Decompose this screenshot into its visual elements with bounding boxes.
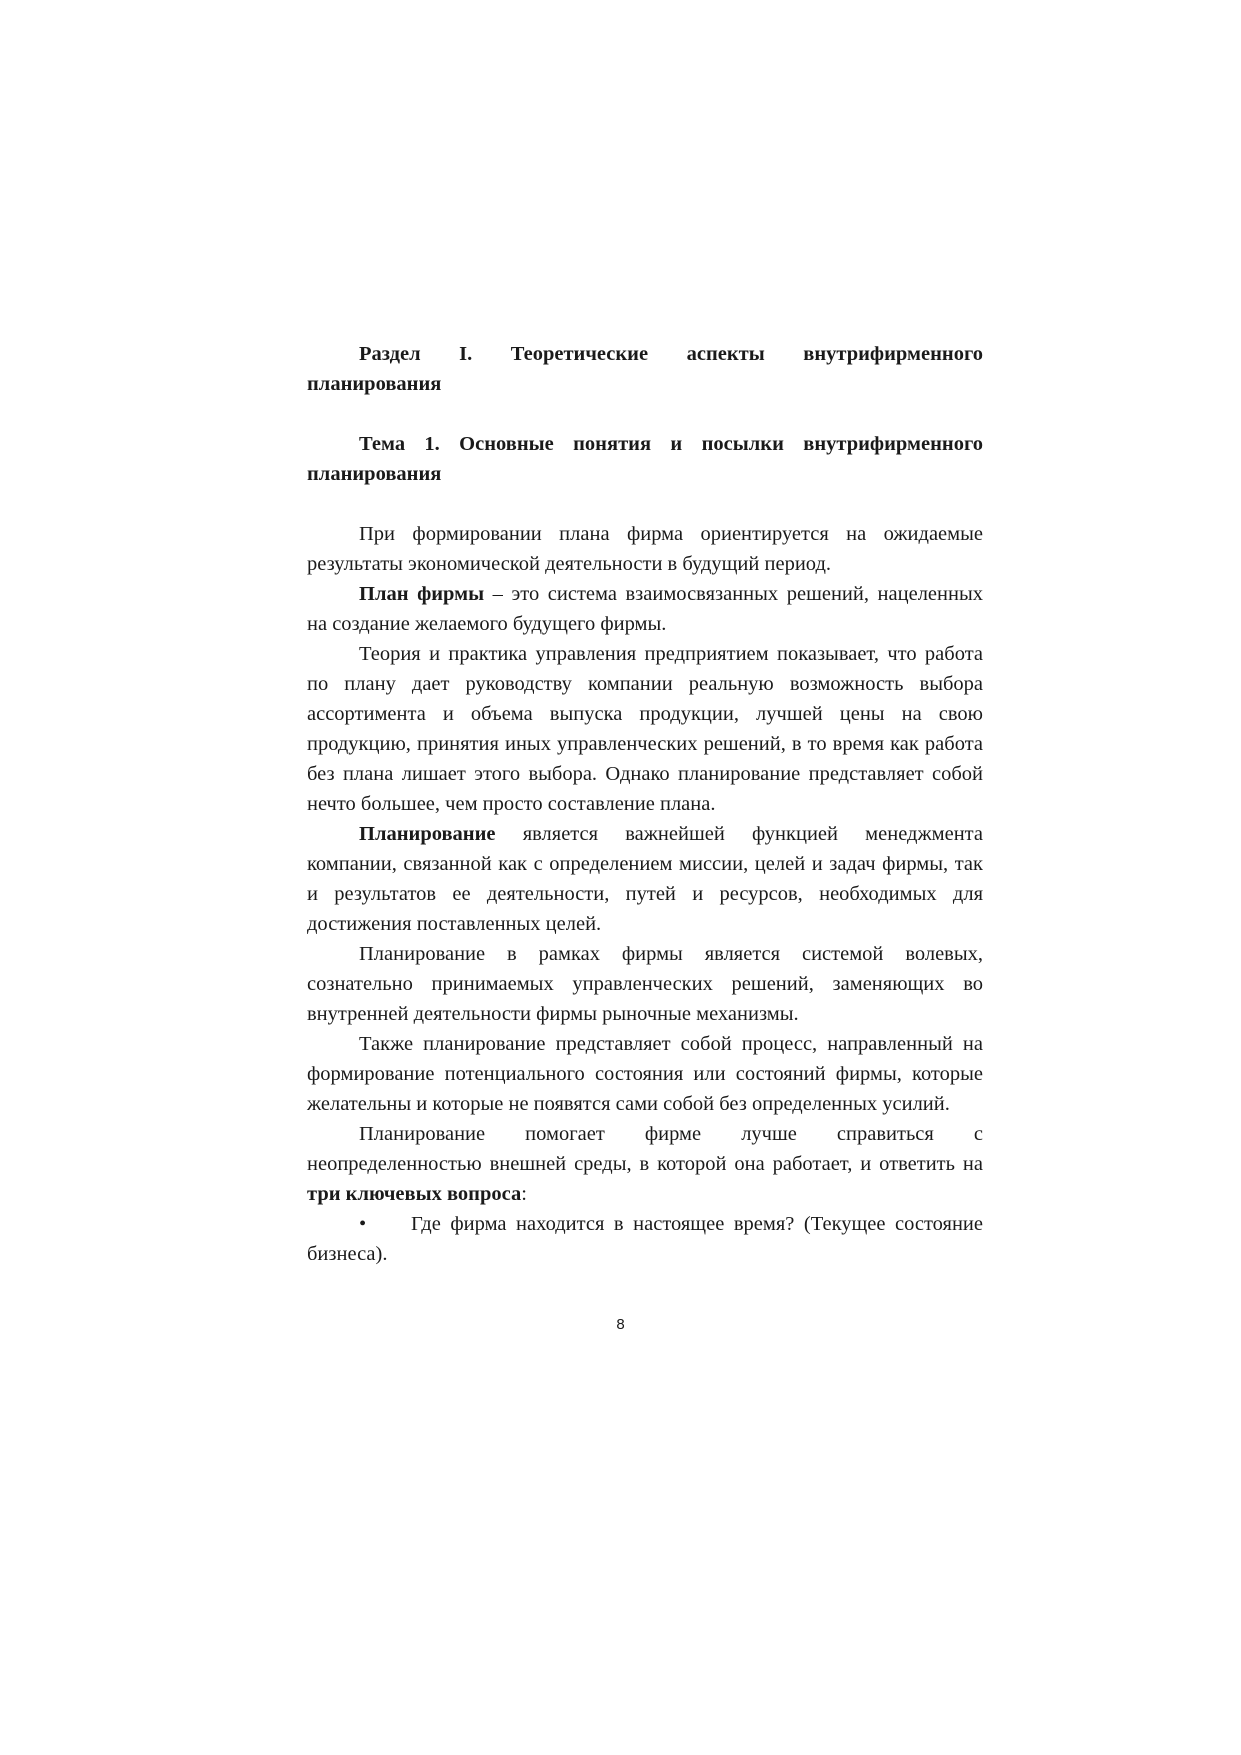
topic-heading: Тема 1. Основные понятия и посылки внутрифирменного планирования: [307, 433, 983, 485]
paragraph-1: При формировании плана фирма ориентируется на ожидаемые результаты экономической деятельности в будущий период.: [307, 523, 983, 575]
paragraph-2-text: – это система взаимосвязанных решений, нацеленных на создание желаемого будущего фирмы.: [307, 583, 983, 635]
bullet-item: [307, 1209, 983, 1269]
paragraph-7-end: :: [521, 1183, 527, 1205]
section-heading: Раздел I. Теоретические аспекты внутрифирменного планирования: [307, 343, 983, 395]
paragraph-7: [307, 1119, 983, 1209]
term-plan-firmy: План фирмы: [359, 583, 485, 605]
paragraph-4: [307, 819, 983, 939]
bullet-text: Где фирма находится в настоящее время? (Текущее состояние бизнеса).: [307, 1213, 983, 1265]
paragraph-4-text: является важнейшей функцией менеджмента компании, связанной как с определением миссии, целей и задач фирмы, так и результатов ее деятельности, путей и ресурсов, необходимых для достижения поставленных целей.: [307, 823, 983, 935]
paragraph-3: Теория и практика управления предприятием показывает, что работа по плану дает руководству компании реальную возможность выбора ассортимента и объема выпуска продукции, лучшей цены на свою продукцию, принятия иных управленческих решений, в то время как работа без плана лишает этого выбора. Однако планирование представляет собой нечто большее, чем просто составление плана.: [307, 643, 983, 815]
term-key-questions: три ключевых вопроса: [307, 1183, 522, 1205]
paragraph-5: Планирование в рамках фирмы является системой волевых, сознательно принимаемых управленческих решений, заменяющих во внутренней деятельности фирмы рыночные механизмы.: [307, 943, 983, 1025]
paragraph-2: [307, 579, 983, 639]
page-number: 8: [616, 1316, 625, 1333]
bullet-icon: •: [359, 1213, 367, 1235]
term-planirovanie: Планирование: [359, 823, 496, 845]
page-body: [307, 339, 983, 1269]
paragraph-7-text: Планирование помогает фирме лучше справиться с неопределенностью внешней среды, в которой она работает, и ответить на: [307, 1123, 983, 1175]
paragraph-6: Также планирование представляет собой процесс, направленный на формирование потенциального состояния или состояний фирмы, которые желательны и которые не появятся сами собой без определенных усилий.: [307, 1033, 983, 1115]
